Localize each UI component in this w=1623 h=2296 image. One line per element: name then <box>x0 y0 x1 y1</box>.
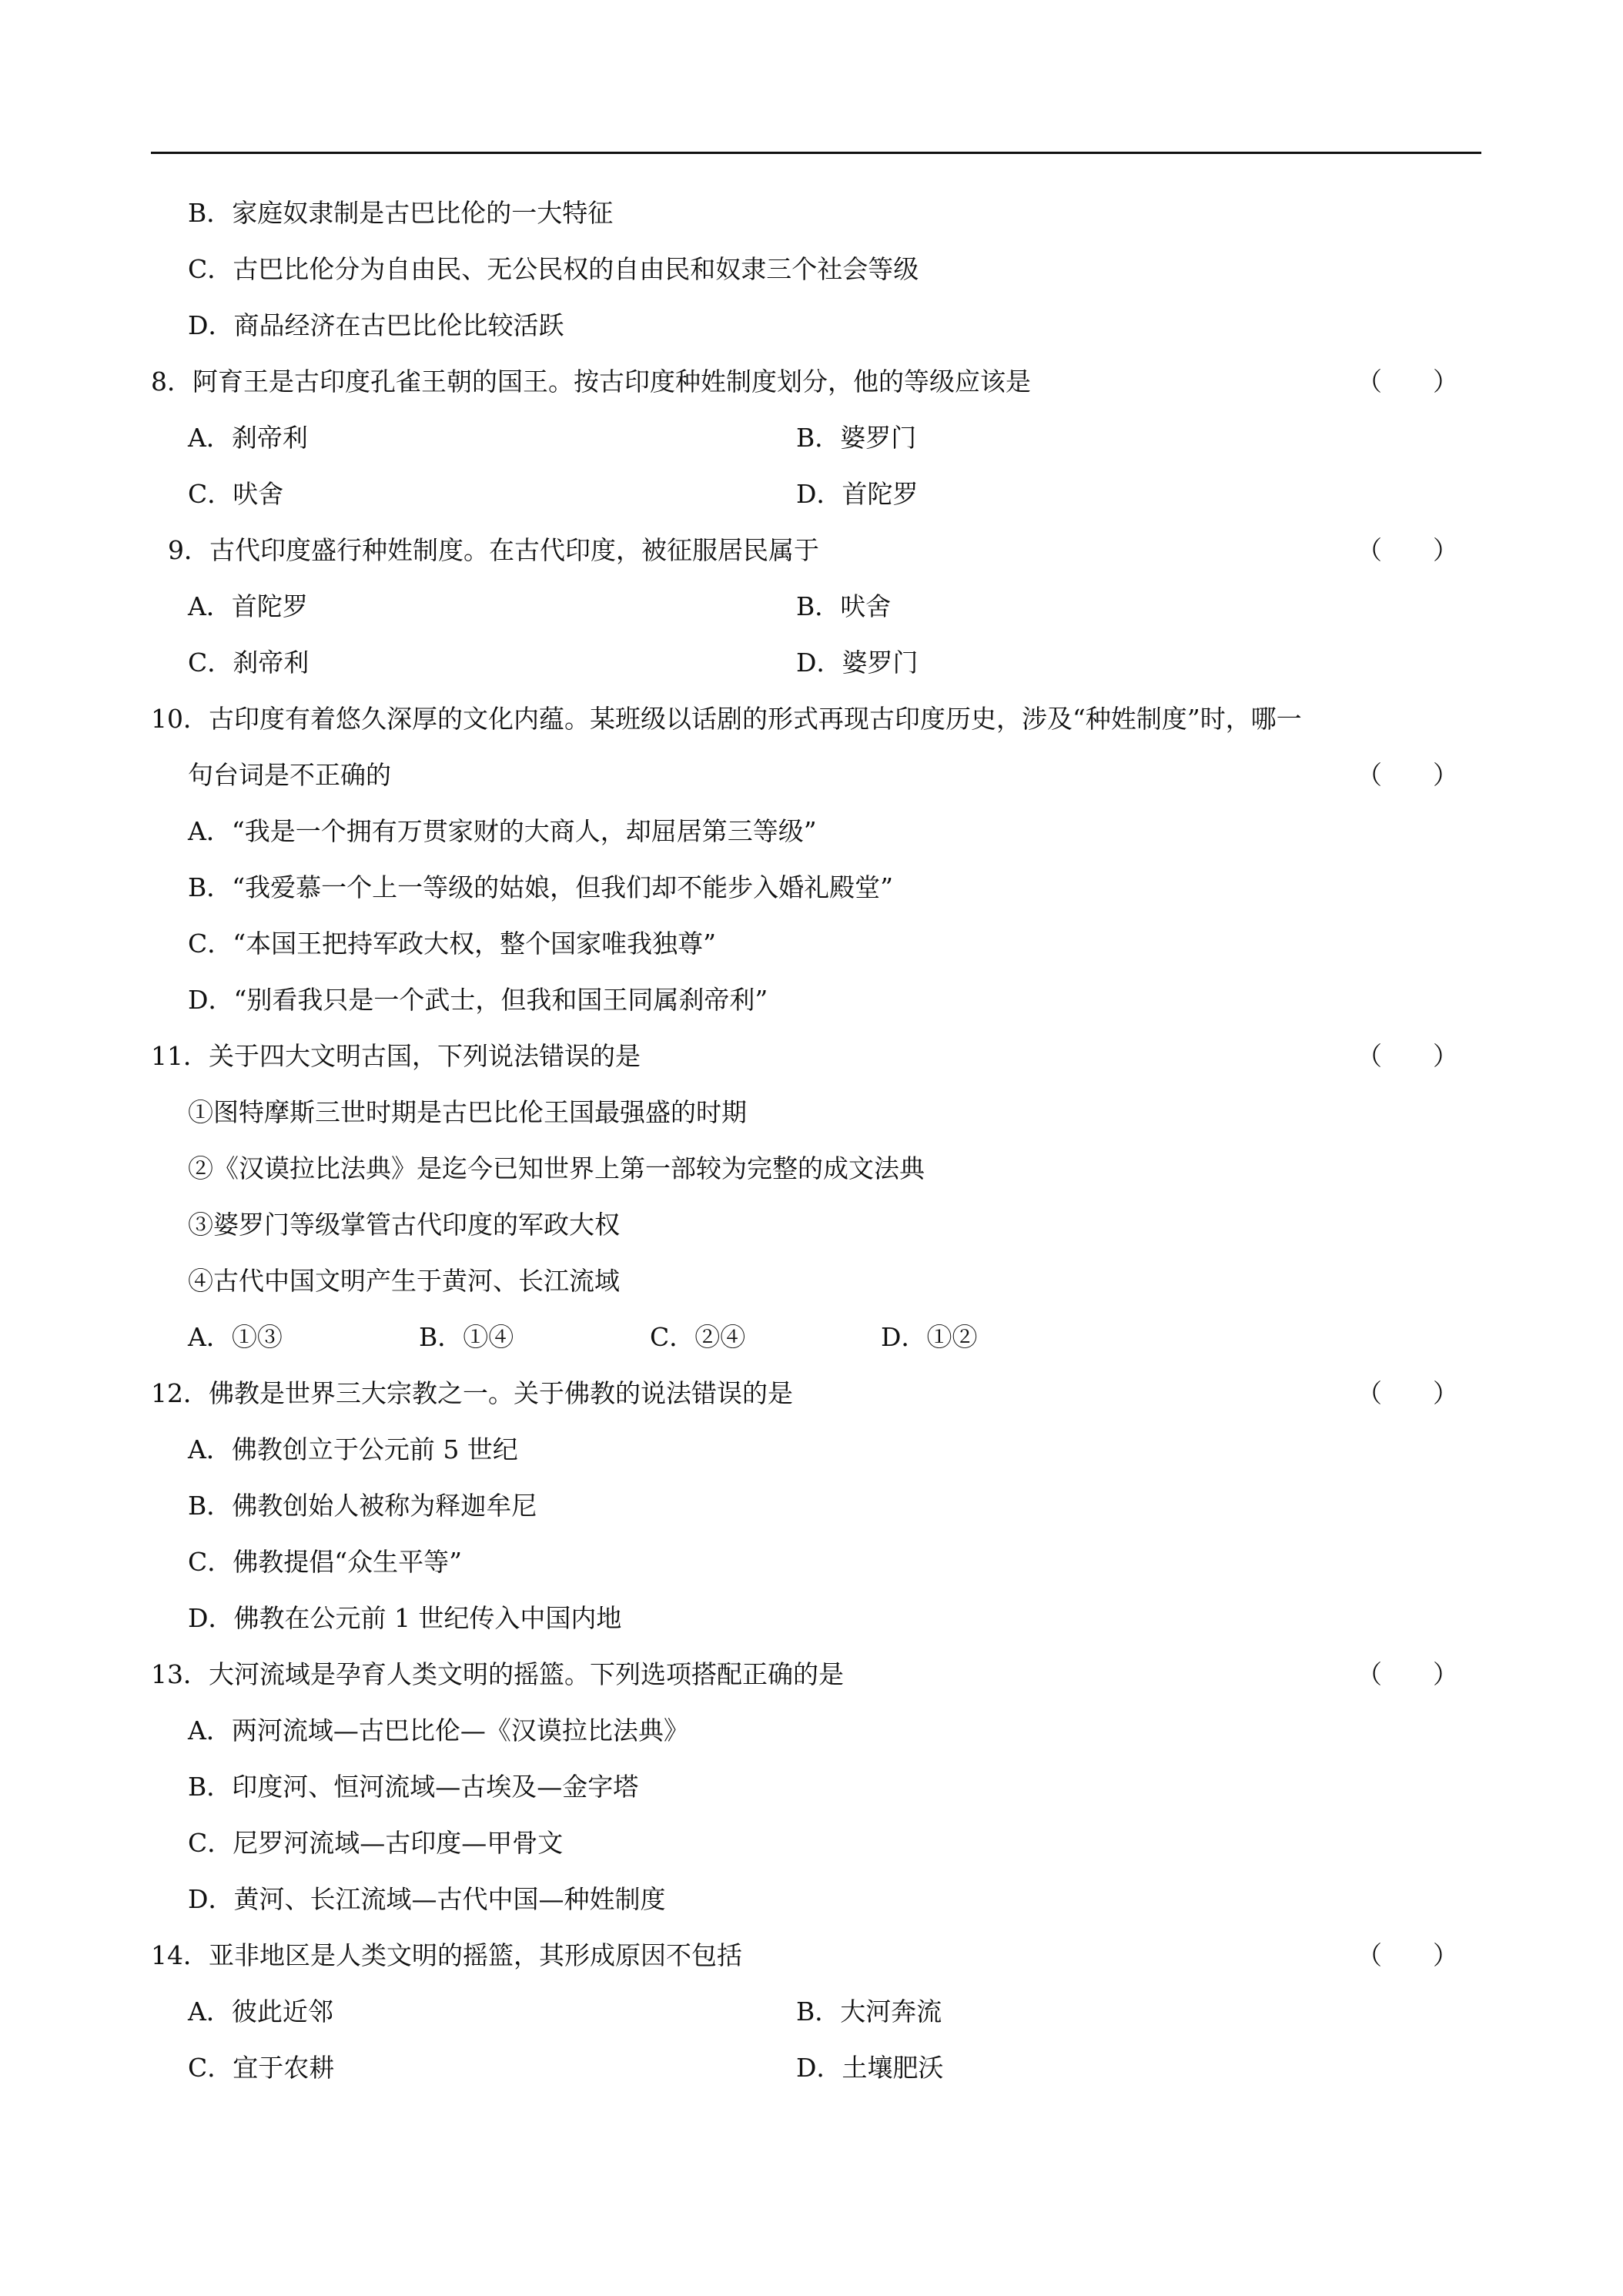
q14-stem <box>151 1927 1481 1983</box>
q11-stem-text: 11．关于四大文明古国，下列说法错误的是 <box>151 1041 641 1071</box>
q12-option-b: B．佛教创始人被称为释迦牟尼 <box>188 1491 537 1521</box>
q8-stem-text: 8．阿育王是古印度孔雀王朝的国王。按古印度种姓制度划分，他的等级应该是 <box>151 366 1031 397</box>
header-rule <box>151 152 1481 154</box>
q11-option-d: D．①② <box>881 1322 978 1352</box>
q14-option-b: B．大河奔流 <box>796 1996 942 2027</box>
q10-option-a: A．“我是一个拥有万贯家财的大商人，却屈居第三等级” <box>188 816 817 846</box>
q12-stem <box>151 1365 1481 1421</box>
q9-answer-paren: （ ） <box>1357 535 1458 565</box>
q9-stem-text: 9．古代印度盛行种姓制度。在古代印度，被征服居民属于 <box>168 535 819 565</box>
q14-options-row-1 <box>151 1983 1481 2040</box>
q9-option-b: B．吠舍 <box>796 591 892 621</box>
q9-option-c: C．刹帝利 <box>188 648 310 678</box>
q11-stem <box>151 1028 1481 1084</box>
q12-stem-text: 12．佛教是世界三大宗教之一。关于佛教的说法错误的是 <box>151 1378 793 1408</box>
q10-stem-text: 句台词是不正确的 <box>188 760 391 790</box>
q12-option-d: D．佛教在公元前 1 世纪传入中国内地 <box>188 1603 622 1633</box>
q13-option-b: B．印度河、恒河流域—古埃及—金字塔 <box>188 1772 639 1802</box>
q8-stem <box>151 353 1481 410</box>
q13-answer-paren: （ ） <box>1357 1659 1458 1689</box>
q8-option-b: B．婆罗门 <box>796 423 917 453</box>
q11-option-c: C．②④ <box>650 1322 746 1352</box>
q11-option-b: B．①④ <box>419 1322 514 1352</box>
q9-options-row-1 <box>151 578 1481 634</box>
q14-option-d: D．土壤肥沃 <box>796 2053 944 2083</box>
q14-options-row-2 <box>151 2040 1481 2096</box>
q14-stem-text: 14．亚非地区是人类文明的摇篮，其形成原因不包括 <box>151 1940 742 1970</box>
q14-option-c: C．宜于农耕 <box>188 2053 335 2083</box>
q11-answer-paren: （ ） <box>1357 1041 1458 1071</box>
q14-option-a: A．彼此近邻 <box>188 1996 333 2027</box>
q8-option-a: A．刹帝利 <box>188 423 308 453</box>
q7-option-b: B．家庭奴隶制是古巴比伦的一大特征 <box>188 198 614 228</box>
q8-answer-paren: （ ） <box>1357 366 1458 397</box>
q7-option-c: C．古巴比伦分为自由民、无公民权的自由民和奴隶三个社会等级 <box>188 254 919 284</box>
q10-option-c: C．“本国王把持军政大权，整个国家唯我独尊” <box>188 929 716 959</box>
q8-option-c: C．吠舍 <box>188 479 284 509</box>
q10-option-b: B．“我爱慕一个上一等级的姑娘，但我们却不能步入婚礼殿堂” <box>188 872 893 902</box>
q13-stem <box>151 1646 1481 1702</box>
q9-options-row-2 <box>151 634 1481 691</box>
q14-answer-paren: （ ） <box>1357 1940 1458 1970</box>
q9-option-d: D．婆罗门 <box>796 648 919 678</box>
q8-option-d: D．首陀罗 <box>796 479 919 509</box>
q13-option-d: D．黄河、长江流域—古代中国—种姓制度 <box>188 1884 666 1914</box>
q11-statement-4: ④古代中国文明产生于黄河、长江流域 <box>188 1266 620 1296</box>
q11-option-a: A．①③ <box>188 1322 283 1352</box>
q9-stem <box>151 522 1481 578</box>
q12-option-a: A．佛教创立于公元前 5 世纪 <box>188 1434 518 1464</box>
q11-statement-3: ③婆罗门等级掌管古代印度的军政大权 <box>188 1210 620 1240</box>
q13-stem-text: 13．大河流域是孕育人类文明的摇篮。下列选项搭配正确的是 <box>151 1659 844 1689</box>
q10-stem-line-2 <box>151 747 1481 803</box>
q12-answer-paren: （ ） <box>1357 1378 1458 1408</box>
exam-page <box>151 185 1481 2096</box>
q10-option-d: D．“别看我只是一个武士，但我和国王同属刹帝利” <box>188 985 768 1015</box>
q12-option-c: C．佛教提倡“众生平等” <box>188 1547 462 1577</box>
q11-statement-1: ①图特摩斯三世时期是古巴比伦王国最强盛的时期 <box>188 1097 747 1127</box>
q8-options-row-2 <box>151 466 1481 522</box>
q9-option-a: A．首陀罗 <box>188 591 308 621</box>
q10-stem-line-1: 10．古印度有着悠久深厚的文化内蕴。某班级以话剧的形式再现古印度历史，涉及“种姓制度”时，哪一 <box>151 704 1302 734</box>
q10-answer-paren: （ ） <box>1357 760 1458 790</box>
q7-option-d: D．商品经济在古巴比伦比较活跃 <box>188 310 564 340</box>
q8-options-row-1 <box>151 410 1481 466</box>
q13-option-a: A．两河流域—古巴比伦—《汉谟拉比法典》 <box>188 1715 689 1745</box>
q13-option-c: C．尼罗河流域—古印度—甲骨文 <box>188 1828 564 1858</box>
q11-statement-2: ②《汉谟拉比法典》是迄今已知世界上第一部较为完整的成文法典 <box>188 1153 925 1183</box>
q11-options-row <box>151 1309 1481 1365</box>
